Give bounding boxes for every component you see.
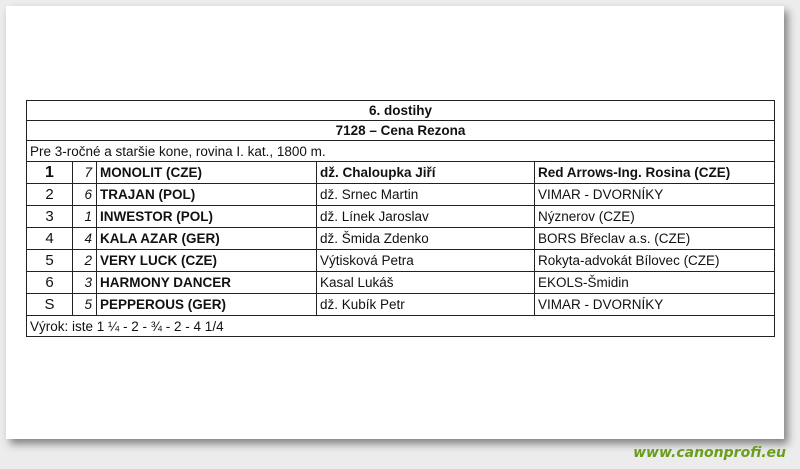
horse-name: VERY LUCK (CZE) bbox=[97, 250, 317, 272]
horse-name: INWESTOR (POL) bbox=[97, 206, 317, 228]
finish-position: 3 bbox=[27, 206, 73, 228]
owner-name: VIMAR - DVORNÍKY bbox=[535, 294, 775, 316]
result-row bbox=[27, 206, 775, 228]
result-row bbox=[27, 294, 775, 316]
jockey-name: dž. Srnec Martin bbox=[317, 184, 535, 206]
finish-position: 6 bbox=[27, 272, 73, 294]
finish-position: 4 bbox=[27, 228, 73, 250]
race-name: 7128 – Cena Rezona bbox=[27, 121, 775, 141]
horse-name: TRAJAN (POL) bbox=[97, 184, 317, 206]
result-row bbox=[27, 184, 775, 206]
race-conditions: Pre 3-ročné a staršie kone, rovina I. kat., 1800 m. bbox=[27, 141, 775, 162]
result-row bbox=[27, 162, 775, 184]
start-number: 5 bbox=[73, 294, 97, 316]
owner-name: BORS Břeclav a.s. (CZE) bbox=[535, 228, 775, 250]
jockey-name: Kasal Lukáš bbox=[317, 272, 535, 294]
jockey-name: dž. Línek Jaroslav bbox=[317, 206, 535, 228]
jockey-name: dž. Kubík Petr bbox=[317, 294, 535, 316]
owner-name: VIMAR - DVORNÍKY bbox=[535, 184, 775, 206]
owner-name: Red Arrows-Ing. Rosina (CZE) bbox=[535, 162, 775, 184]
start-number: 4 bbox=[73, 228, 97, 250]
owner-name: Rokyta-advokát Bílovec (CZE) bbox=[535, 250, 775, 272]
start-number: 1 bbox=[73, 206, 97, 228]
finish-position: 1 bbox=[27, 162, 73, 184]
result-row bbox=[27, 250, 775, 272]
owner-name: EKOLS-Šmidin bbox=[535, 272, 775, 294]
race-verdict: Výrok: iste 1 ¼ - 2 - ¾ - 2 - 4 1/4 bbox=[27, 316, 775, 337]
watermark: www.canonprofi.eu bbox=[633, 445, 786, 461]
start-number: 6 bbox=[73, 184, 97, 206]
horse-name: KALA AZAR (GER) bbox=[97, 228, 317, 250]
start-number: 7 bbox=[73, 162, 97, 184]
result-row bbox=[27, 228, 775, 250]
jockey-name: Výtisková Petra bbox=[317, 250, 535, 272]
horse-name: MONOLIT (CZE) bbox=[97, 162, 317, 184]
finish-position: 5 bbox=[27, 250, 73, 272]
result-rows bbox=[27, 162, 775, 316]
start-number: 3 bbox=[73, 272, 97, 294]
jockey-name: dž. Šmida Zdenko bbox=[317, 228, 535, 250]
jockey-name: dž. Chaloupka Jiří bbox=[317, 162, 535, 184]
race-title: 6. dostihy bbox=[27, 101, 775, 121]
finish-position: 2 bbox=[27, 184, 73, 206]
start-number: 2 bbox=[73, 250, 97, 272]
results-sheet bbox=[6, 6, 784, 439]
result-row bbox=[27, 272, 775, 294]
owner-name: Nýznerov (CZE) bbox=[535, 206, 775, 228]
finish-position: S bbox=[27, 294, 73, 316]
results-table bbox=[26, 100, 775, 337]
horse-name: PEPPEROUS (GER) bbox=[97, 294, 317, 316]
horse-name: HARMONY DANCER bbox=[97, 272, 317, 294]
